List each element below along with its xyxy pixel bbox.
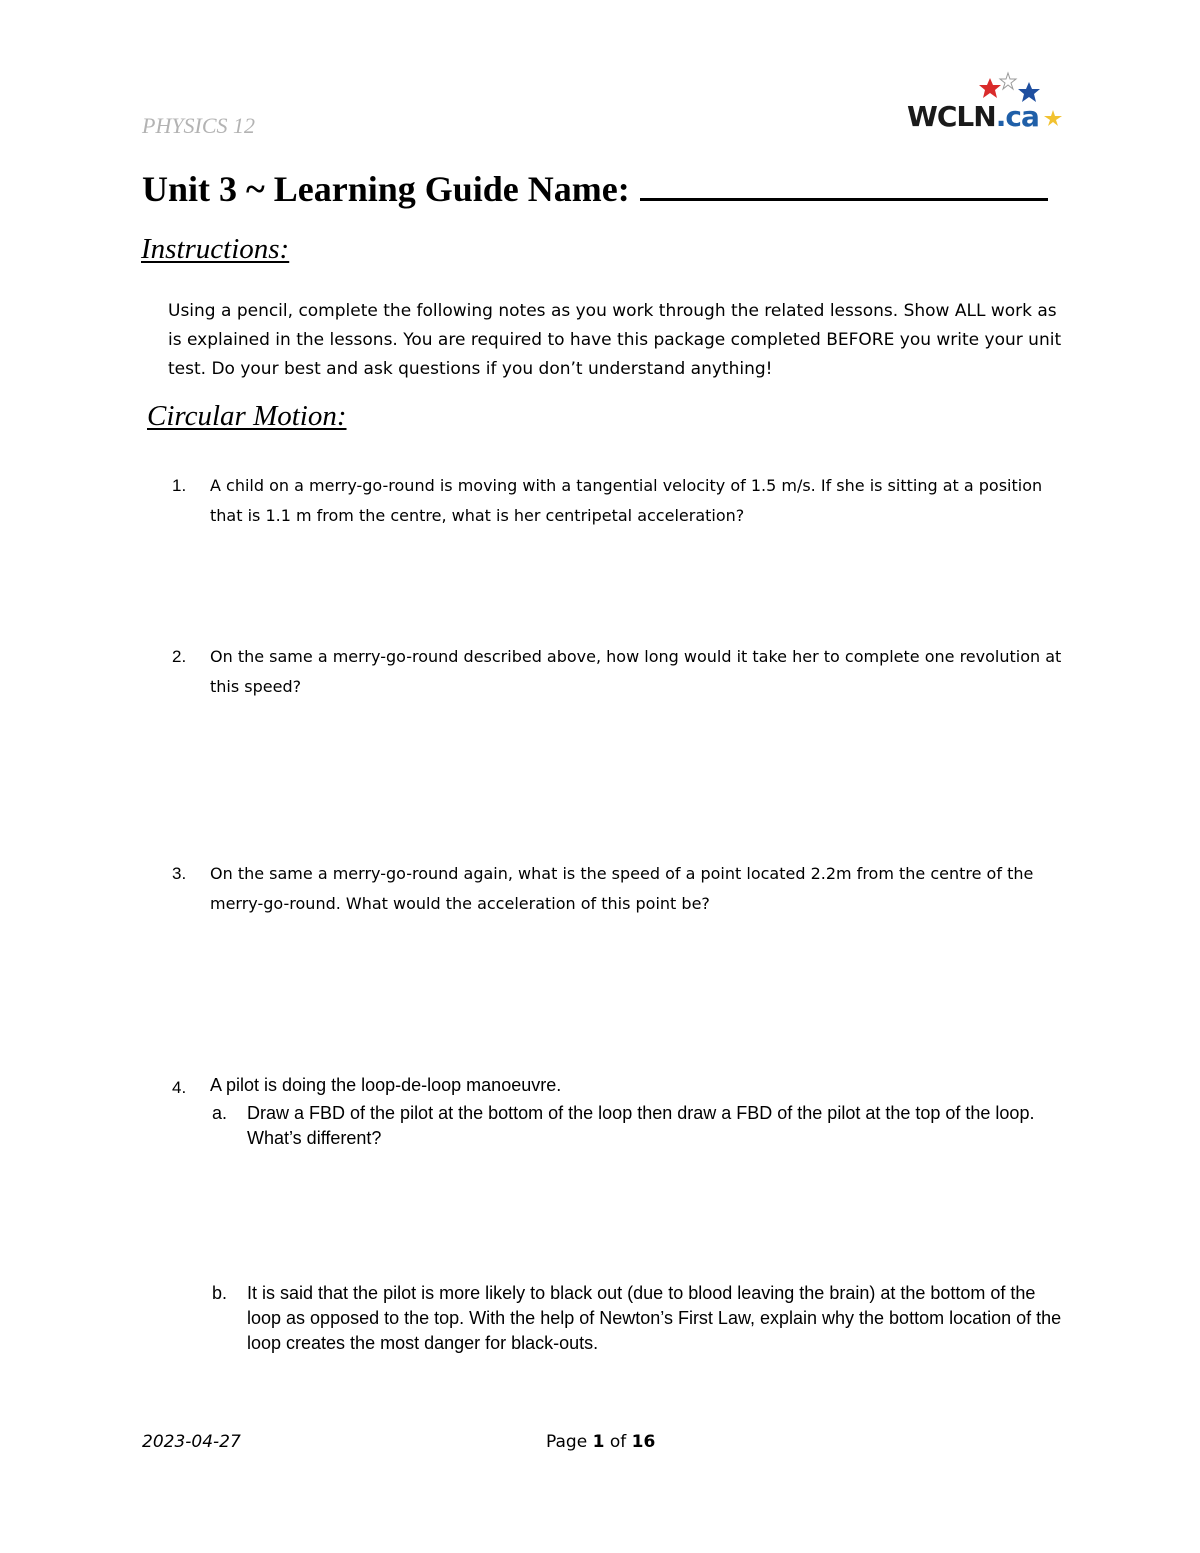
question-1 [172, 471, 1062, 531]
question-text: A child on a merry-go-round is moving with a tangential velocity of 1.5 m/s. If she is sitting at a position that is 1.1 m from the centre, what is her centripetal acceleration? [210, 476, 1043, 525]
question-number: 2. [172, 647, 187, 666]
wcln-logo [905, 70, 1065, 136]
sub-question-letter: b. [212, 1283, 228, 1303]
name-blank-line [640, 170, 1048, 201]
instructions-heading: Instructions: [141, 233, 290, 265]
circular-motion-heading: Circular Motion: [147, 400, 347, 432]
logo-wordmark: WCLN.ca [907, 100, 1039, 133]
instructions-body: Using a pencil, complete the following notes as you work through the related lessons. Show ALL work as is explained in the lessons. You are required to have this package completed BEFORE you write your unit test. Do your best and ask questions if you don’t understand anything! [168, 301, 1062, 379]
question-text: On the same a merry-go-round described above, how long would it take her to complete one revolution at this speed? [210, 647, 1062, 696]
question-4 [172, 1073, 1062, 1353]
footer-page-number: Page 1 of 16 [546, 1432, 656, 1452]
page-title [142, 168, 1048, 210]
question-number: 1. [172, 476, 187, 495]
question-number: 4. [172, 1078, 187, 1097]
question-4a [212, 1101, 1062, 1151]
sub-question-text: Draw a FBD of the pilot at the bottom of the loop then draw a FBD of the pilot at the top of the loop. What’s different? [247, 1103, 1035, 1148]
sub-question-text: It is said that the pilot is more likely to black out (due to blood leaving the brain) at the bottom of the loop as opposed to the top. With the help of Newton’s First Law, explain why the bottom location of the loop creates the most danger for black-outs. [247, 1283, 1062, 1353]
sub-question-letter: a. [212, 1103, 228, 1123]
question-2 [172, 642, 1062, 702]
title-text: Unit 3 ~ Learning Guide Name: [142, 169, 630, 209]
footer-date: 2023-04-27 [142, 1432, 241, 1452]
course-header: PHYSICS 12 [142, 113, 256, 138]
question-number: 3. [172, 864, 187, 883]
question-4b [212, 1281, 1062, 1356]
question-3 [172, 859, 1062, 919]
question-text: A pilot is doing the loop-de-loop manoeuvre. [210, 1075, 562, 1095]
question-text: On the same a merry-go-round again, what is the speed of a point located 2.2m from the centre of the merry-go-round. What would the acceleration of this point be? [210, 864, 1034, 913]
